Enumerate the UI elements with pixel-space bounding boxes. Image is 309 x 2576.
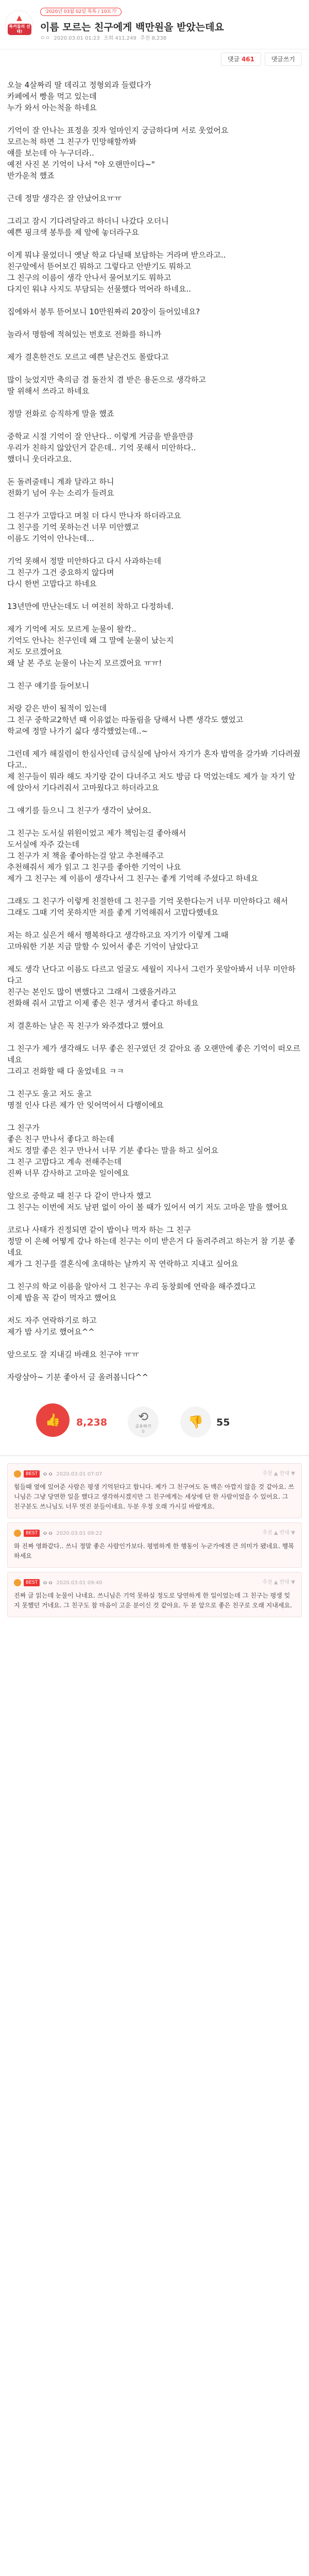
post-paragraph: 저도 자주 연락하기로 하고 제가 밥 사기로 했어요^^ xyxy=(7,1316,97,1336)
share-button[interactable] xyxy=(128,1406,159,1437)
post-paragraph: 그 얘기를 들으니 그 친구가 생각이 났어요. xyxy=(7,806,151,815)
post-paragraph: 근데 정말 생각은 잘 안났어요ㅠㅠ xyxy=(7,194,122,203)
post-paragraph: 기억이 잘 안나는 표정을 짓자 얼마인지 궁금하다며 서로 웃었어요 모르는척 하면 그 친구가 민망해할까봐 얘를 보는데 아 누구더라.. 예전 사진 본 기억이 나서 "야 오랜만이다~" 반가운척 했죠 xyxy=(7,126,229,180)
comment-vote-buttons[interactable]: 추천 ▲ 반대 ▼ xyxy=(262,1530,295,1536)
share-count: 0 xyxy=(142,1429,145,1434)
post-paragraph: 앞으로 중학교 때 친구 다 같이 만나자 했고 그 친구는 이번에 저도 남편 없이 아이 볼 때가 있어서 여기 저도 고마운 말을 했어요 xyxy=(7,1191,288,1212)
comment-item xyxy=(7,1463,302,1518)
ranking-tag[interactable]: '2020년 03월 02일 톡톡 / 10토기' xyxy=(40,8,122,16)
thumbs-down-icon: 👎 xyxy=(188,1415,203,1429)
comment-date: 2020.03.01 09:22 xyxy=(56,1530,102,1536)
comment-author[interactable]: ㅇㅇ xyxy=(42,1580,54,1586)
post-paragraph: 그 친구 얘기를 들어보니 xyxy=(7,681,90,690)
avatar xyxy=(14,1470,21,1478)
post-paragraph: 코로나 사태가 진정되면 같이 밥이나 먹자 하는 그 친구 정말 이 은혜 어떻게 갚나 하는데 친구는 이미 받은거 다 돌려주려고 하는거 참 기분 좋네요 제가 그 친구를 결혼식에 초대하는 날까지 꼭 연락하고 지내고 싶어요 xyxy=(7,1225,296,1268)
post-paragraph: 돈 돌려줄테니 계좌 달라고 하니 전화기 넘어 우는 소리가 들려요 xyxy=(7,477,114,498)
pann-logo[interactable] xyxy=(5,10,33,38)
post-paragraph: 제도 생각 난다고 이름도 다르고 얼굴도 세월이 지나서 그런가 못알아봐서 너무 미안하다고 친구는 본인도 많이 변했다고 그래서 그랬을거라고 전화해 줘서 고맙고 이제 좋은 친구 생겨서 좋다고 하네요 xyxy=(7,964,296,1008)
comment-count: 461 xyxy=(241,56,254,63)
post-paragraph: 그 친구가 고맙다고 며칠 더 다시 만나자 하더라고요 그 친구를 기억 못하는건 너무 미안했고 이름도 기억이 안나는데... xyxy=(7,511,181,543)
oppose-count: 55 xyxy=(216,1417,230,1428)
post-paragraph: 13년만에 만난는데도 너 여전히 착하고 다정하네. xyxy=(7,602,174,611)
post-paragraph: 자랑삼아~ 기분 좋아서 글 올려봅니다^^ xyxy=(7,1372,149,1382)
post-paragraph: 그 친구의 학교 이름을 알아서 그 친구는 우리 동창회에 연락을 해주겠다고 이제 밥을 꼭 같이 먹자고 했어요 xyxy=(7,1282,256,1302)
comment-author[interactable]: ㅇㅇ xyxy=(42,1530,54,1537)
recommend-button[interactable] xyxy=(36,1403,70,1437)
comment-head xyxy=(14,1529,295,1537)
post-paragraph: 오늘 4살짜리 딸 데리고 정형외과 들렸다가 카페에서 빵을 먹고 있는데 누가 와서 아는척을 하네요 xyxy=(7,80,151,112)
best-badge: BEST xyxy=(24,1530,40,1537)
avatar xyxy=(14,1530,21,1537)
best-badge: BEST xyxy=(24,1470,40,1478)
comment-date: 2020.03.01 09:40 xyxy=(56,1580,102,1586)
comment-head xyxy=(14,1579,295,1587)
post-paragraph: 이게 뭐냐 물었더니 옛날 학교 다닐때 보답하는 거라며 받으라고.. 친구앞에서 뜯어보긴 뭐하고 그렇다고 안받기도 뭐하고 그 친구의 이름이 생각 안나서 물어보기도 뭐하고 다지인 워냐 사지도 부담되는 선물했다 먹어라 하네요.. xyxy=(7,250,226,294)
post-paragraph: 그 친구가 좋은 친구 만나서 좋다고 하는데 저도 정말 좋은 친구 만나서 너무 기분 좋다는 말을 하고 싶어요 그 친구 고맙다고 계속 전해주는데 진짜 너무 감사하고 고마운 일이에요 xyxy=(7,1123,218,1178)
post-date: 2020.03.01 01:23 xyxy=(54,36,100,41)
post-paragraph: 집에와서 봉투 뜯어보니 10만원짜리 20장이 들어있네요? xyxy=(7,307,200,316)
post-views: 조회 411,249 xyxy=(103,36,136,41)
comment-bar xyxy=(0,49,309,70)
post-recommend-count: 추천 8,238 xyxy=(140,36,167,41)
post-paragraph: 앞으로도 잘 지내길 바래요 친구야 ㅠㅠ xyxy=(7,1350,139,1359)
logo-badge: 톡커들의 선택! xyxy=(8,24,31,35)
comment-item xyxy=(7,1522,302,1568)
comment-vote-buttons[interactable]: 추천 ▲ 반대 ▼ xyxy=(262,1471,295,1477)
comment-author[interactable]: ㅇㅇ xyxy=(42,1471,54,1478)
flame-icon: ▲ xyxy=(16,14,22,22)
best-badge: BEST xyxy=(24,1579,40,1586)
post-paragraph: 그래도 그 친구가 이렇게 친절한데 그 친구를 기억 못한다는거 너무 미안하다고 해서 그래도 그때 기억 못하지만 저를 좋게 기억해줘서 고맙다했네요 xyxy=(7,896,288,917)
oppose-button[interactable] xyxy=(180,1406,211,1437)
post-paragraph: 그 친구는 도서실 위원이었고 제가 책임는걸 좋아해서 도서실에 자주 갔는데 그 친구가 저 책을 좋아하는걸 알고 추천해주고 추천해줘서 제가 읽고 그 친구를 좋아한 기억이 나요 제가 그 친구는 제 이름이 생각나서 그 친구는 좋게 기억해 주셨다고 하네요 xyxy=(7,828,259,883)
comment-date: 2020.03.01 07:07 xyxy=(56,1471,102,1477)
best-comments xyxy=(0,1456,309,1617)
post-title: 이름 모르는 친구에게 백만원을 받았는데요 xyxy=(40,22,224,33)
comment-text: 진짜 글 읽는데 눈물이 나네요. 쓰니님은 기억 못하실 정도로 당연하게 한 일이었는데 그 친구는 평생 잊지 못했던 거네요. 그 친구도 참 마음이 고운 분이신 것 같아요. 두 분 앞으로 좋은 친구로 오래 지내세요. xyxy=(14,1592,292,1609)
comment-item xyxy=(7,1572,302,1617)
comment-text: 와 진짜 영화같다.. 쓰니 정말 좋은 사람인가보다. 평범하게 한 행동이 누군가에겐 큰 의미가 됐네요. 행복하세요 xyxy=(14,1543,294,1560)
recommend-count: 8,238 xyxy=(76,1417,108,1428)
avatar xyxy=(14,1579,21,1586)
thumbs-up-icon: 👍 xyxy=(45,1413,61,1427)
post-paragraph: 저랑 같은 반이 될적이 있는데 그 친구 중학교2학년 때 이유없는 따돌림을 당해서 나쁜 생각도 했었고 학교에 정말 나가기 싫다 생각했었는데..~ xyxy=(7,704,244,736)
post-paragraph: 그런데 제가 해질렴이 한심사인데 급식실에 남아서 자기가 혼자 밥먹을 갈가봐 기다려줬다고.. 제 친구들이 뭐라 해도 자기랑 같이 다녀주고 저도 방금 다 먹었는데도 제가 늘 자기 앞에 앉아서 기다려줘서 고마웠다고 하더라고요 xyxy=(7,749,301,792)
post-paragraph: 저는 하고 싶은거 해서 행복하다고 생각하고요 자기가 이렇게 그때 고마워한 기분 지금 말할 수 있어서 좋은 기억이 남았다고 xyxy=(7,930,229,951)
post-paragraph: 많이 늦었지만 축의금 겸 돌잔치 겸 받은 용돈으로 생각하고 딸 위해서 쓰라고 하네요 xyxy=(7,375,206,396)
write-comment-button[interactable]: 댓글쓰기 xyxy=(265,53,302,66)
post-paragraph: 제가 기억에 저도 모르게 눈물이 왈칵.. 기억도 안나는 친구인데 왜 그 말에 눈물이 났는지 저도 모르겠어요 왜 날 본 주로 눈물이 나는지 모르겠어요 ㅠㅠ! xyxy=(7,624,174,668)
post-paragraph: 정말 전화로 승직하게 말을 했죠 xyxy=(7,409,114,418)
comment-vote-buttons[interactable]: 추천 ▲ 반대 ▼ xyxy=(262,1580,295,1585)
comment-head xyxy=(14,1470,295,1478)
comment-count-label: 댓글 xyxy=(227,56,240,63)
post-body xyxy=(0,70,309,1383)
post-paragraph: 그 친구가 제가 생각해도 너무 좋은 친구였던 것 같아요 좀 오랜만에 좋은 기억이 떠오르네요 그리고 전화할 때 다 울었네요 ㅋㅋ xyxy=(7,1044,301,1076)
post-author: ㅇㅇ xyxy=(40,36,50,41)
post-paragraph: 기억 못해서 정말 미안하다고 다시 사과하는데 그 친구가 그건 중요하지 않다며 다시 한번 고맙다고 하네요 xyxy=(7,556,162,588)
comment-count-button[interactable] xyxy=(221,53,261,66)
share-icon: ⟲ xyxy=(138,1410,149,1424)
post-meta xyxy=(40,33,168,41)
post-paragraph: 놀라서 명함에 적혀있는 번호로 전화를 하니까 xyxy=(7,330,162,339)
post-paragraph: 그 친구도 울고 저도 울고 명절 인사 다른 제가 안 잊어먹어서 다행이에요 xyxy=(7,1089,164,1110)
comment-text: 힘들때 옆에 있어준 사람은 평생 기억된다고 합니다. 제가 그 친구여도 돈 백은 아깝지 않을 것 같아요. 쓰니님은 그냥 당연한 일을 했다고 생각하시겠지만 그 친구에게는 세상에 단 한 사람이었을 수 있어요. 그 친구분도 쓰니님도 너무 멋진 분들이네요. 두분 우정 오래 가시길 바랄게요. xyxy=(14,1483,294,1510)
vote-bar xyxy=(0,1394,309,1456)
post-paragraph: 중학교 시절 기억이 잘 안난다.. 이렇게 거금을 받을만큼 우리가 친하지 않았던거 같은데.. 기억 못해서 미안하다.. 했더니 웃더라고요. xyxy=(7,432,196,464)
share-label: 공유하기 xyxy=(135,1424,151,1429)
post-paragraph: 저 결혼하는 날은 꼭 친구가 와주겠다고 했어요 xyxy=(7,1021,164,1030)
post-header xyxy=(0,0,309,49)
post-paragraph: 제가 결혼한건도 모르고 예쁜 날은건도 몰랐다고 xyxy=(7,352,169,362)
post-paragraph: 그리고 잠시 기다려달라고 하더니 나갔다 오더니 예쁜 핑크색 봉투를 제 앞에 놓더라구요 xyxy=(7,216,169,237)
